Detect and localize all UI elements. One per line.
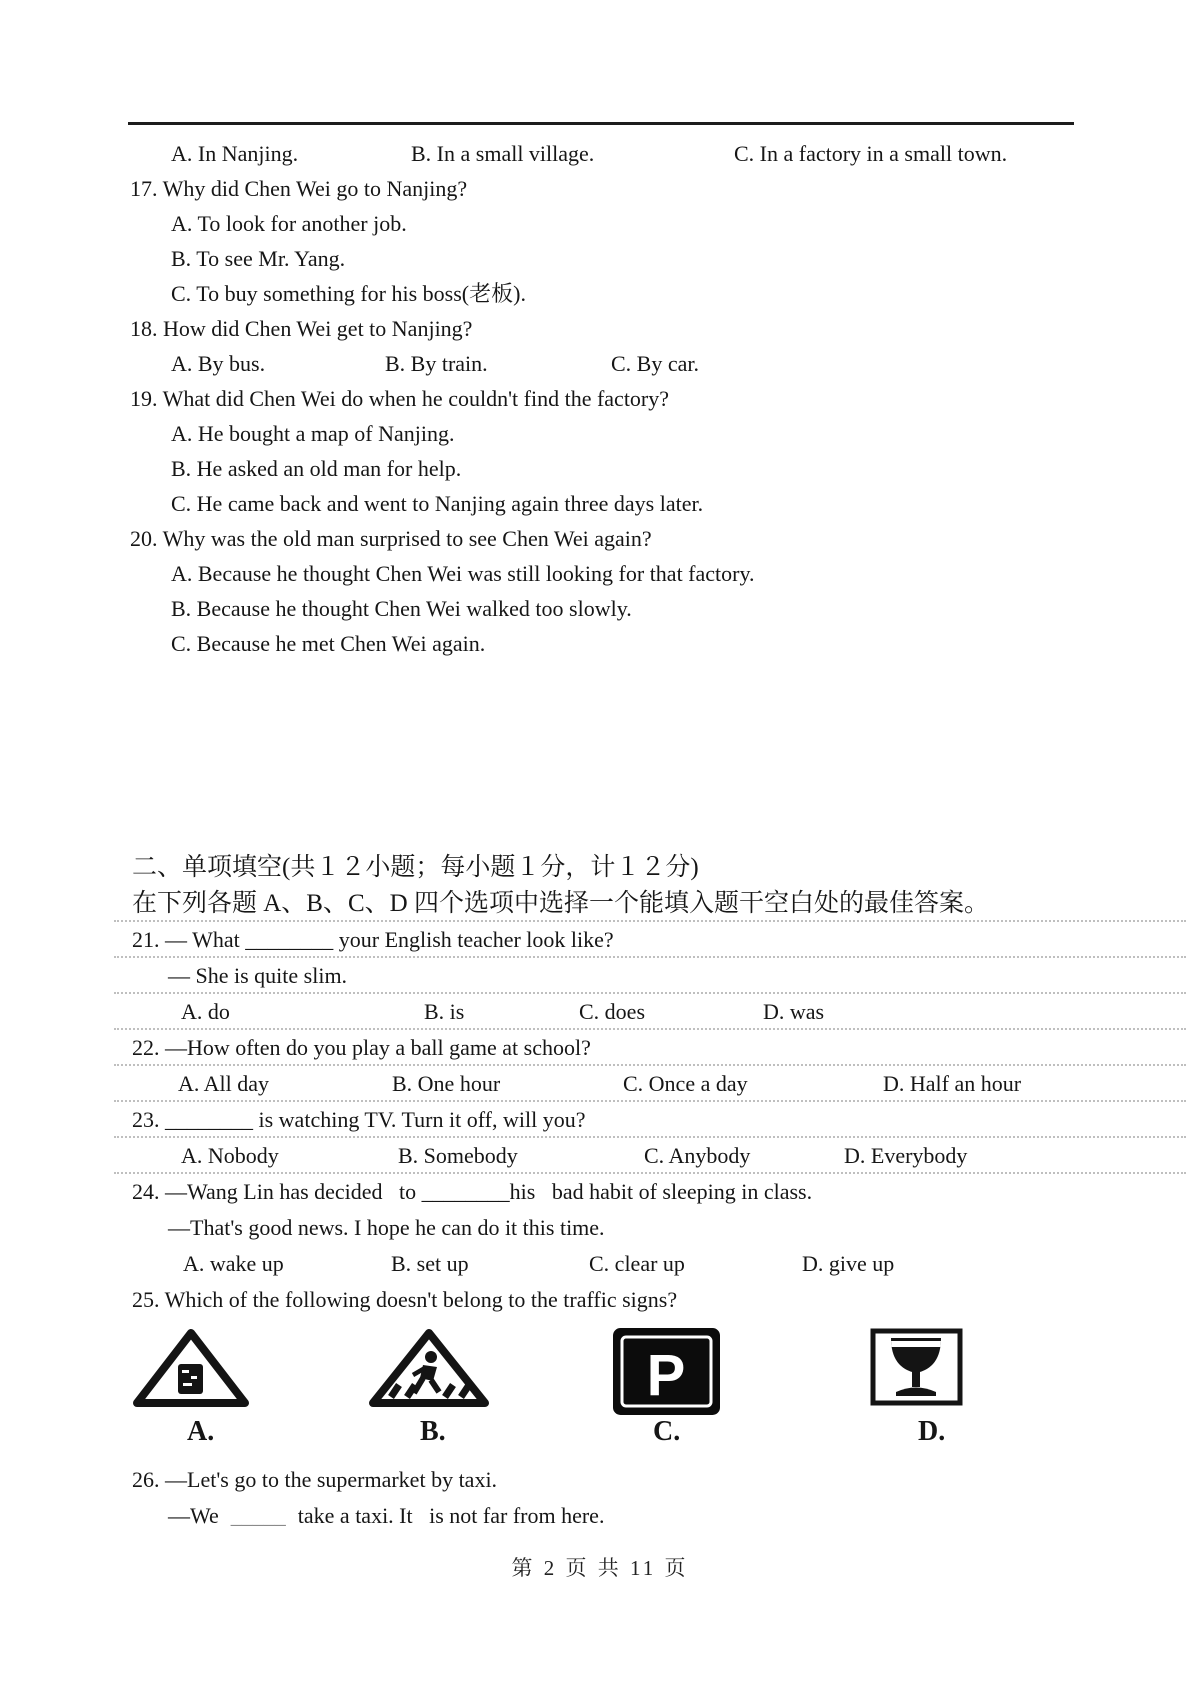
q26-reply-post: take a taxi. It is not far from here.: [297, 1503, 605, 1528]
q19-option-b: B. He asked an old man for help.: [171, 456, 462, 481]
q20-option-a: A. Because he thought Chen Wei was still looking for that factory.: [171, 561, 755, 586]
question-19: 19. What did Chen Wei do when he couldn't find the factory?: [130, 386, 670, 411]
q23-options-row: [114, 1138, 1186, 1174]
question-24: 24. —Wang Lin has decided to ________his bad habit of sleeping in class.: [132, 1179, 813, 1204]
q21-options-row: [114, 994, 1186, 1030]
parking-letter: P: [646, 1343, 686, 1408]
page-number-footer: 第 2 页 共 11 页: [511, 1556, 689, 1580]
question-26-block: [114, 1462, 1186, 1534]
pedestrian-crossing-triangle-sign-icon: [368, 1328, 490, 1408]
carryover-option-a: A. In Nanjing.: [171, 141, 299, 166]
q24-options-row: [114, 1246, 1186, 1282]
q24-option-c: C. clear up: [589, 1251, 685, 1276]
q23-option-d: D. Everybody: [844, 1143, 968, 1168]
sign-label-b: B.: [420, 1416, 446, 1447]
q24-reply: —That's good news. I hope he can do it this time.: [168, 1215, 605, 1240]
section2-instructions: 在下列各题 A、B、C、D 四个选项中选择一个能填入题干空白处的最佳答案。: [114, 886, 1186, 922]
q21-option-b: B. is: [424, 999, 465, 1024]
sign-label-c: C.: [653, 1416, 681, 1447]
q26-reply-blank: _____: [230, 1503, 286, 1528]
q21-option-c: C. does: [579, 999, 645, 1024]
question-21: 21. — What ________ your English teacher look like?: [114, 922, 1186, 958]
q18-option-b: B. By train.: [385, 351, 488, 376]
question-17: 17. Why did Chen Wei go to Nanjing?: [130, 176, 468, 201]
q24-option-a: A. wake up: [183, 1251, 284, 1276]
q26-reply: [114, 1498, 1186, 1534]
wine-glass-sign-icon: [870, 1328, 963, 1406]
q17-option-a: A. To look for another job.: [171, 211, 407, 236]
carryover-options-row: [130, 136, 1090, 171]
q22-option-b: B. One hour: [392, 1071, 501, 1096]
q18-options-row: [130, 346, 1090, 381]
q20-option-b: B. Because he thought Chen Wei walked too slowly.: [171, 596, 632, 621]
sign-label-d: D.: [918, 1416, 946, 1447]
single-choice-section: [114, 850, 1186, 1318]
listening-section: [130, 136, 1090, 661]
q22-option-c: C. Once a day: [623, 1071, 748, 1096]
q26-reply-pre: —We: [168, 1503, 219, 1528]
q19-option-c: C. He came back and went to Nanjing again three days later.: [171, 491, 704, 516]
q22-option-d: D. Half an hour: [883, 1071, 1022, 1096]
q20-option-c: C. Because he met Chen Wei again.: [171, 631, 486, 656]
question-22: 22. —How often do you play a ball game at school?: [114, 1030, 1186, 1066]
question-20: 20. Why was the old man surprised to see Chen Wei again?: [130, 526, 652, 551]
question-18: 18. How did Chen Wei get to Nanjing?: [130, 316, 473, 341]
q23-option-c: C. Anybody: [644, 1143, 751, 1168]
q21-reply: — She is quite slim.: [114, 958, 1186, 994]
q19-option-a: A. He bought a map of Nanjing.: [171, 421, 455, 446]
parking-sign-icon: [613, 1328, 720, 1415]
question-26: 26. —Let's go to the supermarket by taxi.: [132, 1467, 498, 1492]
top-rule: [128, 122, 1074, 125]
carryover-option-b: B. In a small village.: [411, 141, 595, 166]
carryover-option-c: C. In a factory in a small town.: [734, 141, 1008, 166]
q22-option-a: A. All day: [178, 1071, 270, 1096]
q18-option-a: A. By bus.: [171, 351, 266, 376]
q22-options-row: [114, 1066, 1186, 1102]
q23-option-b: B. Somebody: [398, 1143, 518, 1168]
q17-option-c: C. To buy something for his boss(老板).: [171, 281, 526, 306]
sign-label-a: A.: [187, 1416, 215, 1447]
section2-title: 二、单项填空(共１２小题；每小题１分，计１２分): [132, 854, 699, 881]
q24-option-b: B. set up: [391, 1251, 469, 1276]
q24-option-d: D. give up: [802, 1251, 895, 1276]
q17-option-b: B. To see Mr. Yang.: [171, 246, 346, 271]
q21-option-a: A. do: [181, 999, 230, 1024]
q18-option-c: C. By car.: [611, 351, 699, 376]
question-23: 23. ________ is watching TV. Turn it off, will you?: [114, 1102, 1186, 1138]
slow-warning-triangle-sign-icon: [132, 1328, 250, 1408]
question-25: 25. Which of the following doesn't belong to the traffic signs?: [132, 1287, 678, 1312]
q21-option-d: D. was: [763, 999, 825, 1024]
q23-option-a: A. Nobody: [181, 1143, 279, 1168]
q25-sign-figures: [114, 1328, 1186, 1458]
